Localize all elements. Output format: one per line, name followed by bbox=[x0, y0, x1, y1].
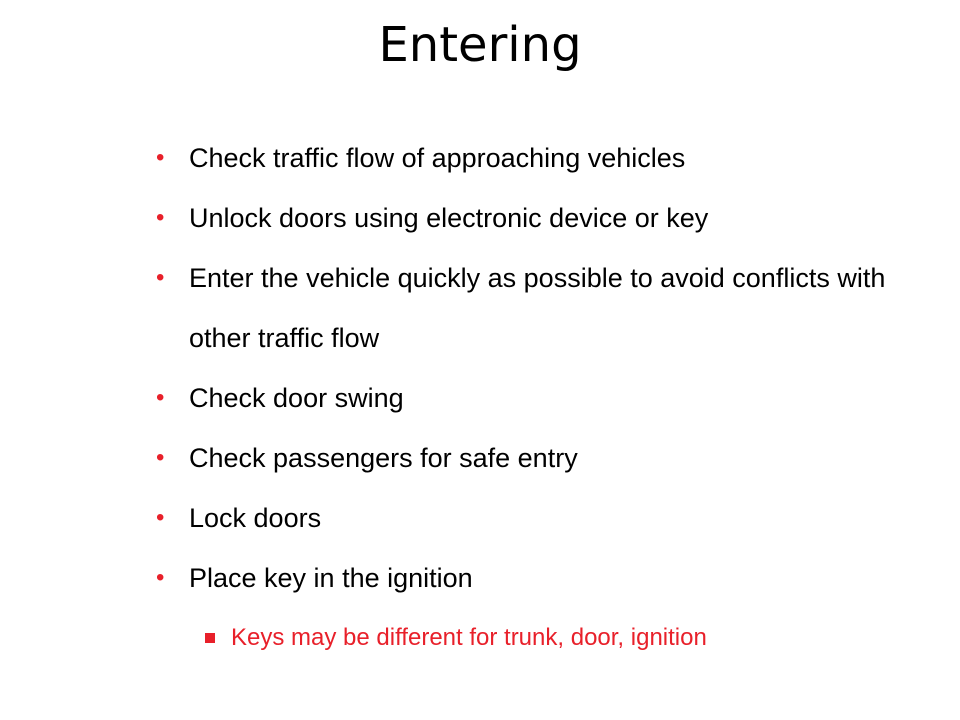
bullet-dot-icon: • bbox=[156, 144, 165, 171]
bullet-item bbox=[150, 548, 910, 608]
bullet-item bbox=[150, 488, 910, 548]
bullet-item bbox=[150, 428, 910, 488]
bullet-text: Place key in the ignition bbox=[189, 563, 473, 593]
bullet-dot-icon: • bbox=[156, 384, 165, 411]
bullet-dot-icon: • bbox=[156, 444, 165, 471]
bullet-text: Check traffic flow of approaching vehicles bbox=[189, 143, 686, 173]
slide-title: Entering bbox=[378, 17, 582, 73]
bullet-text: Unlock doors using electronic device or key bbox=[189, 203, 709, 233]
bullet-item bbox=[150, 368, 910, 428]
sub-bullet-item bbox=[150, 608, 910, 668]
sub-bullet-text: Keys may be different for trunk, door, ignition bbox=[231, 624, 707, 651]
bullet-list bbox=[150, 128, 910, 668]
bullet-item bbox=[150, 248, 910, 368]
bullet-dot-icon: • bbox=[156, 204, 165, 231]
bullet-item bbox=[150, 128, 910, 188]
bullet-text: Check door swing bbox=[189, 383, 404, 413]
bullet-text: Enter the vehicle quickly as possible to avoid conflicts with other traffic flow bbox=[189, 263, 886, 353]
square-bullet-icon bbox=[205, 633, 215, 643]
bullet-dot-icon: • bbox=[156, 504, 165, 531]
bullet-item bbox=[150, 188, 910, 248]
bullet-text: Lock doors bbox=[189, 503, 322, 533]
bullet-dot-icon: • bbox=[156, 564, 165, 591]
bullet-dot-icon: • bbox=[156, 264, 165, 291]
bullet-text: Check passengers for safe entry bbox=[189, 443, 578, 473]
